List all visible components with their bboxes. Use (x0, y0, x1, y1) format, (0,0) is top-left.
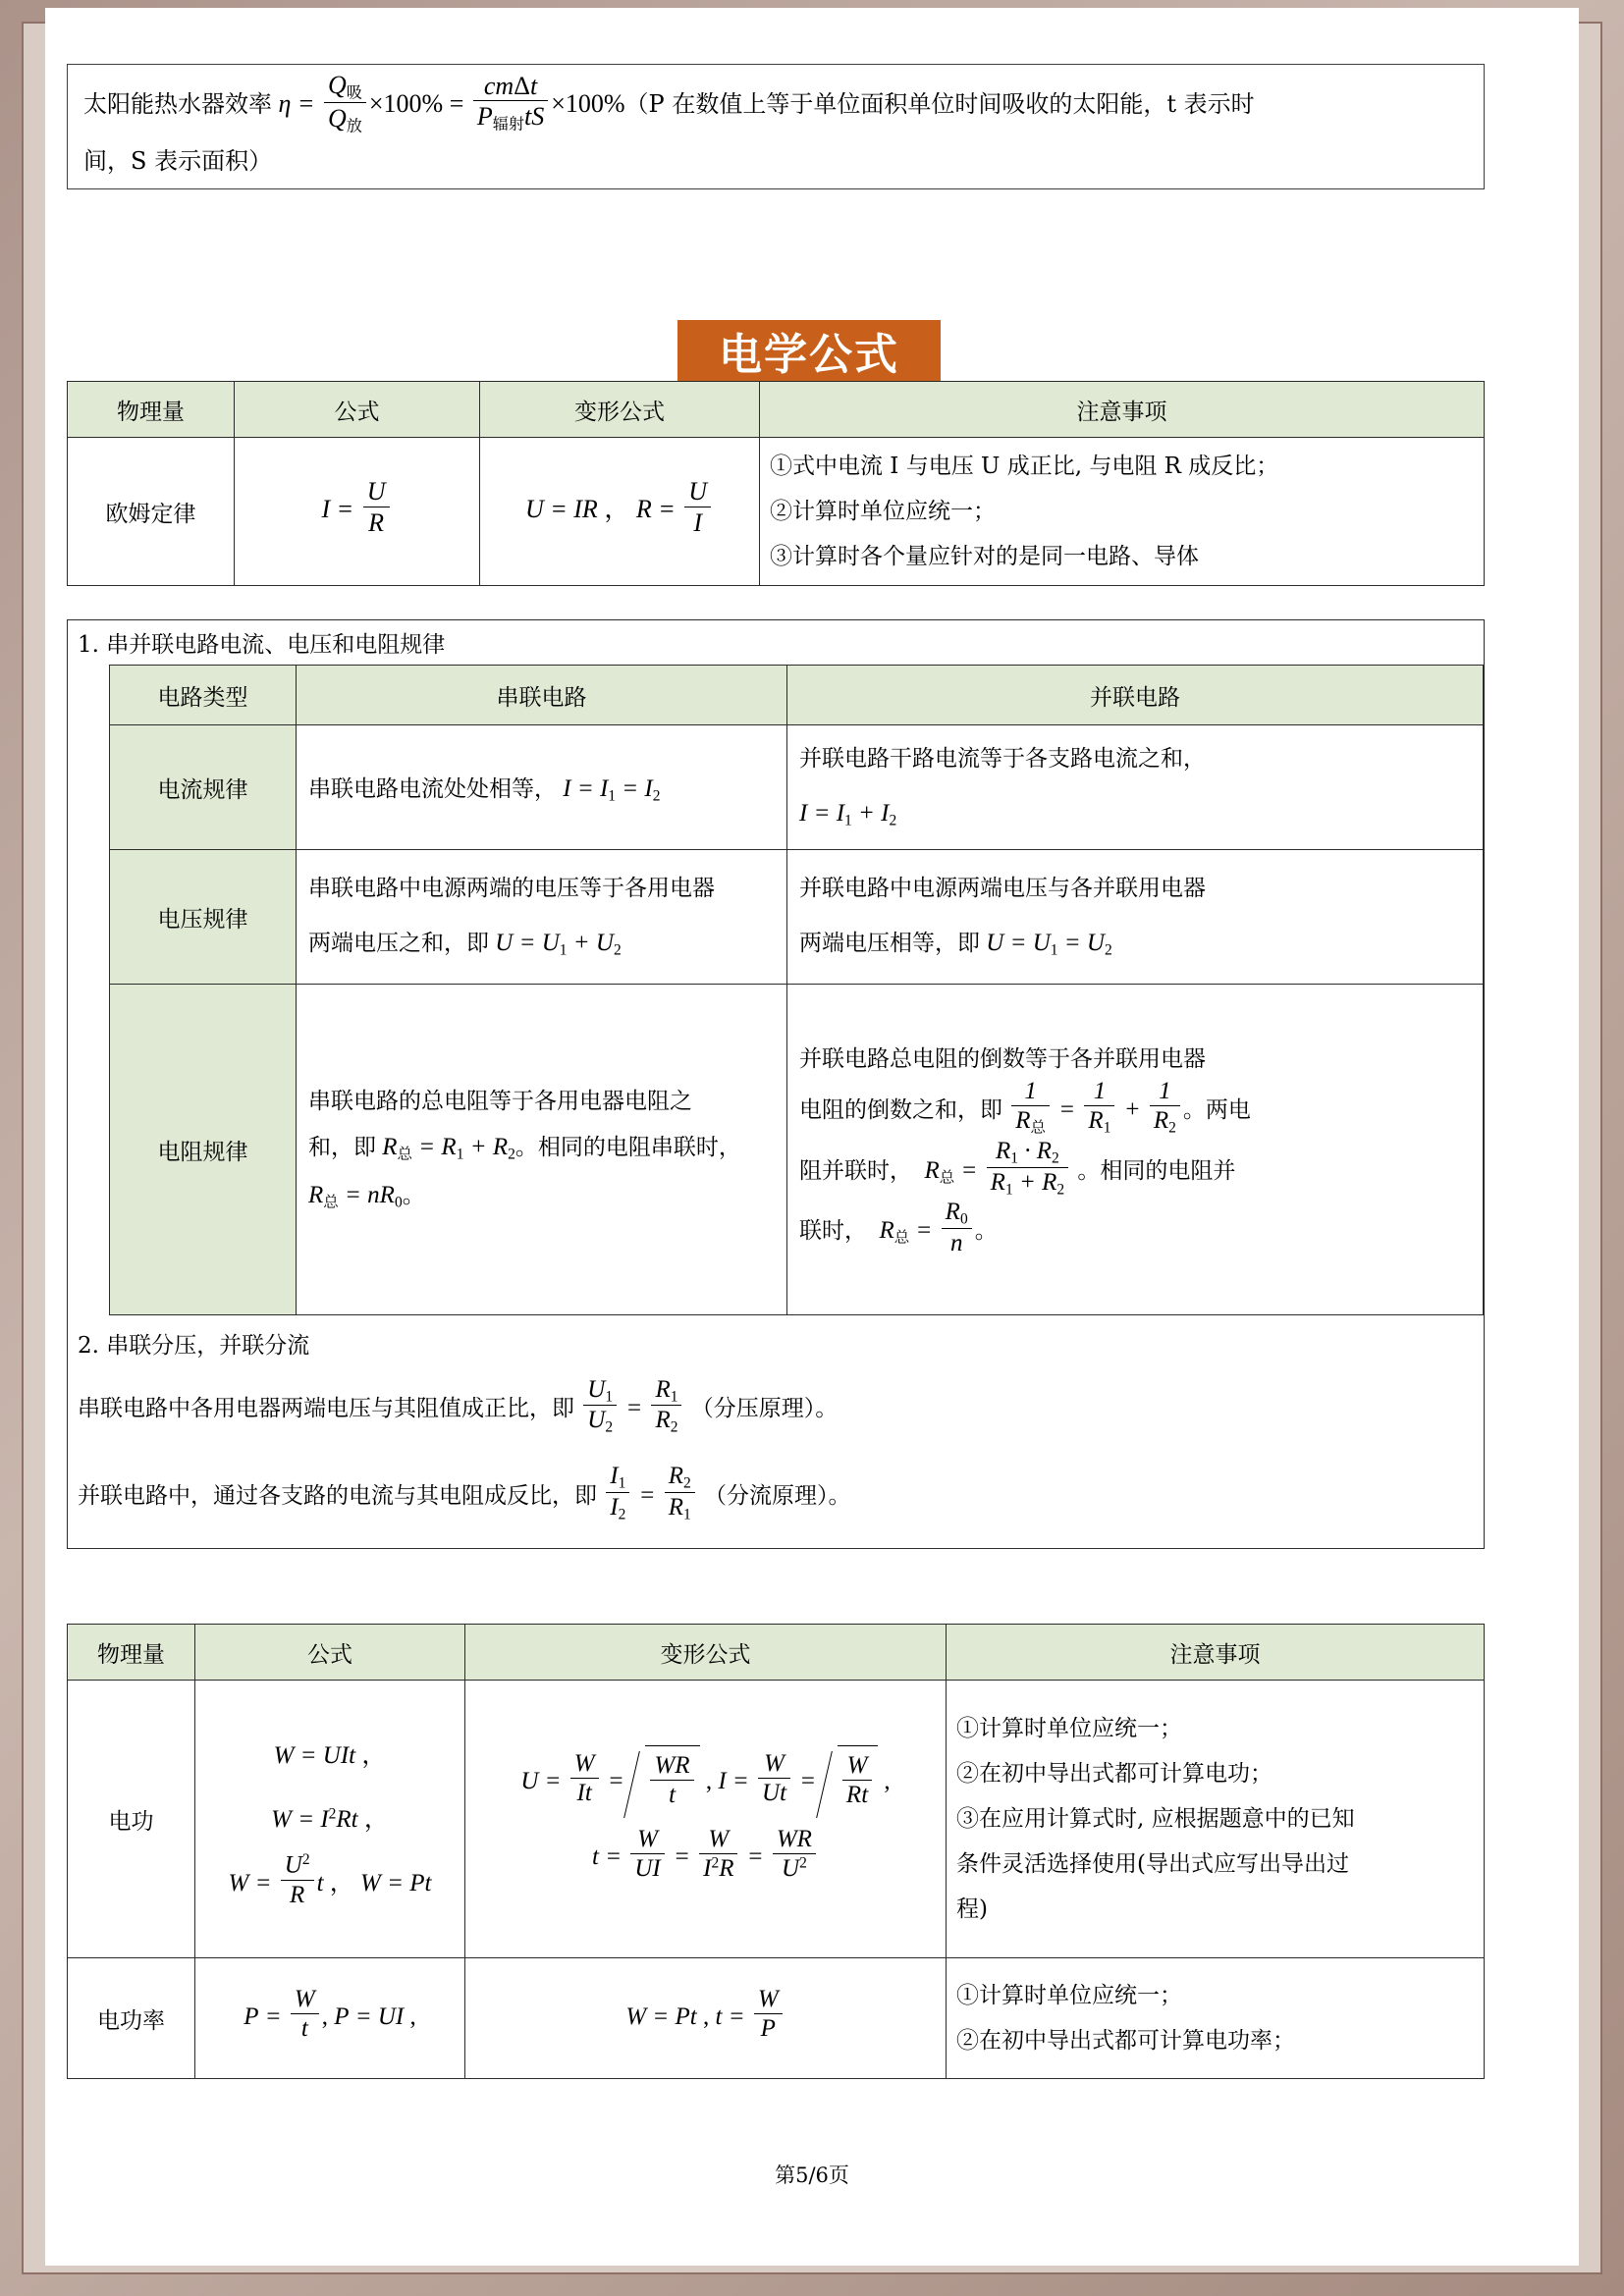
rule-text: 。相同的电阻串联时， (514, 1135, 741, 1161)
cell-parallel-resistance-rule: 并联电路总电阻的倒数等于各并联用电器 电阻的倒数之和，即 $\frac{1}{R_总}$ = $\frac{1}{R_1}$ + $\frac{1}{R_2}$ 。两电 阻并联时， $R_总$ = $\frac{R_1 \cdot R_2}{R_1 + R_2}$ 。相同的电阻并 联时， $R_总$ = $\frac{R_0}{n}$ 。 (787, 985, 1484, 1315)
cell-parallel-voltage-rule: 并联电路中电源两端电压与各并联用电器 两端电压相等，即 $U = U_1 = U_2$ (787, 850, 1484, 985)
col-header-variant: 变形公式 (465, 1625, 947, 1681)
solar-efficiency-formula-line: 太阳能热水器效率 η = $\frac{Q_吸}{Q_放}$ ×100% = $\frac{\text{cmΔt}}{P_{辐射}tS}$ ×100%（P 在数值上等于单位面积单位时间吸收的太阳能，t 表示时 (83, 71, 1255, 135)
rule-text: 并联电路干路电流等于各支路电流之和， (799, 746, 1206, 772)
rule-text: 两端电压相等，即 (799, 931, 980, 957)
note-item: ②计算时单位应统一； (770, 499, 996, 524)
rule-text: 。 (974, 1218, 998, 1245)
cell-parallel-current-rule: 并联电路干路电流等于各支路电流之和， $I = I_1 + I_2$ (787, 725, 1484, 850)
cell-formulas-electric-power: P = $\frac{W}{t}$ , P = UI , (195, 1958, 465, 2079)
series-parallel-rules-table (109, 665, 1484, 1315)
electric-work-power-table (67, 1624, 1485, 2079)
col-header-formula: 公式 (195, 1625, 465, 1681)
note-item: ①计算时单位应统一； (956, 1716, 1182, 1741)
row-label-voltage-rule: 电压规律 (110, 850, 297, 985)
col-header-quantity: 物理量 (68, 382, 235, 438)
table-header-row (68, 382, 1485, 438)
cell-series-resistance-rule: 串联电路的总电阻等于各用电器电阻之 和，即 $R_总 = R_1 + R_2$。相同的电阻串联时， $R_总 = nR_0$。 (297, 985, 787, 1315)
cell-variant-ohms-law: U = IR ， R = $\frac{U}{I}$ (480, 438, 760, 586)
section2-line2-row (68, 1449, 1485, 1548)
table-row-current-rule (110, 725, 1484, 850)
cell-quantity-electric-power: 电功率 (68, 1958, 195, 2079)
rule-text: 串联电路的总电阻等于各用电器电阻之 (308, 1089, 692, 1115)
cell-quantity-ohms-law: 欧姆定律 (68, 438, 235, 586)
rule-text: 。相同的电阻并 (1077, 1157, 1236, 1184)
note-item: ③在应用计算式时, 应根据题意中的已知 (956, 1806, 1355, 1832)
cell-variants-electric-work: U = $\frac{W}{It}$ = $\frac{WR}{t}$ , I = $\frac{W}{Ut}$ = $\frac{W}{Rt}$ , t = $\frac{W}{UI}$ = $\frac{W}{I^2R}$ = $\frac{WR}{U^2}$ (465, 1681, 947, 1958)
col-header-notes: 注意事项 (760, 382, 1485, 438)
section2-title-row (68, 1315, 1485, 1365)
principle-label: （分流原理）。 (703, 1483, 851, 1510)
cell-notes-ohms-law (760, 438, 1485, 586)
note-item: ①式中电流 I 与电压 U 成正比, 与电阻 R 成反比； (770, 454, 1279, 479)
col-header-parallel-circuit: 并联电路 (787, 666, 1484, 725)
rule-text: 。 (402, 1182, 425, 1208)
col-header-notes: 注意事项 (947, 1625, 1485, 1681)
table-row-resistance-rule (110, 985, 1484, 1315)
col-header-formula: 公式 (235, 382, 480, 438)
solar-efficiency-note-part2: 间，S 表示面积） (83, 147, 273, 176)
cell-notes-electric-work (947, 1681, 1485, 1958)
principle-label: （分压原理）。 (690, 1396, 839, 1422)
rule-text: 。两电 (1182, 1096, 1251, 1123)
voltage-division-line: 串联电路中各用电器两端电压与其阻值成正比，即 $\frac{U_1}{U_2}$ = $\frac{R_1}{R_2}$ （分压原理）。 (78, 1375, 839, 1436)
cell-formulas-electric-work: W = UIt ， $W = I^2Rt$ ， W = $\frac{U^2}{R}$ t ， W = Pt (195, 1681, 465, 1958)
series-parallel-section-table (67, 619, 1485, 1549)
solar-efficiency-label: 太阳能热水器效率 (83, 90, 272, 119)
rule-text: 和，即 (308, 1135, 376, 1161)
section-body-row (68, 665, 1485, 1315)
section2-line1-row (68, 1365, 1485, 1449)
cell-formula-ohms-law: I = $\frac{U}{R}$ (235, 438, 480, 586)
cell-quantity-electric-work: 电功 (68, 1681, 195, 1958)
ohms-law-table (67, 381, 1485, 586)
col-header-circuit-type: 电路类型 (110, 666, 297, 725)
note-item: ②在初中导出式都可计算电功； (956, 1761, 1272, 1787)
cell-series-voltage-rule: 串联电路中电源两端的电压等于各用电器 两端电压之和，即 $U = U_1 + U_2$ (297, 850, 787, 985)
solar-heater-efficiency-box (67, 64, 1485, 189)
col-header-quantity: 物理量 (68, 1625, 195, 1681)
principle-text: 并联电路中，通过各支路的电流与其电阻成反比，即 (78, 1483, 597, 1510)
solar-efficiency-note-part1: （P 在数值上等于单位面积单位时间吸收的太阳能，t 表示时 (624, 90, 1255, 119)
rule-text: 并联电路总电阻的倒数等于各并联用电器 (799, 1045, 1206, 1072)
fraction-q-absorbed-over-q-released: $\frac{Q_吸}{Q_放}$ (324, 71, 366, 134)
rule-text: 串联电路电流处处相等， (308, 775, 557, 802)
note-item: 程) (956, 1896, 988, 1922)
fraction-cmdt-over-ptS: $\frac{\text{cmΔt}}{P_{辐射}tS}$ (473, 72, 548, 133)
table-row-electric-power (68, 1958, 1485, 2079)
table-header-row (68, 1625, 1485, 1681)
cell-notes-electric-power (947, 1958, 1485, 2079)
table-row (68, 438, 1485, 586)
rule-text: 串联电路中电源两端的电压等于各用电器 (308, 876, 715, 902)
section-banner-electricity (677, 320, 941, 381)
row-label-current-rule: 电流规律 (110, 725, 297, 850)
section2-title: 2. 串联分压，并联分流 (78, 1333, 310, 1360)
note-item: ①计算时单位应统一； (956, 1983, 1182, 2008)
document-page (45, 8, 1579, 2266)
section-title-row (68, 620, 1485, 666)
current-division-line: 并联电路中，通过各支路的电流与其电阻成反比，即 $\frac{I_1}{I_2}$ = $\frac{R_2}{R_1}$ （分流原理）。 (78, 1463, 851, 1523)
page-footer: 第5/6页 (775, 2163, 849, 2187)
note-item: ②在初中导出式都可计算电功率； (956, 2028, 1295, 2054)
principle-text: 串联电路中各用电器两端电压与其阻值成正比，即 (78, 1396, 574, 1422)
times-100-percent-b: ×100% (551, 89, 625, 119)
table-row-electric-work (68, 1681, 1485, 1958)
document-sheet (45, 8, 1579, 2266)
rule-text: 电阻的倒数之和，即 (799, 1096, 1002, 1123)
table-header-row (110, 666, 1484, 725)
table-row-voltage-rule (110, 850, 1484, 985)
row-label-resistance-rule: 电阻规律 (110, 985, 297, 1315)
note-item: 条件灵活选择使用(导出式应写出导出过 (956, 1851, 1349, 1877)
rule-text: 联时， (799, 1218, 867, 1245)
col-header-variant: 变形公式 (480, 382, 760, 438)
section-banner-title: 电学公式 (719, 330, 899, 380)
rule-text: 两端电压之和，即 (308, 931, 489, 957)
col-header-series-circuit: 串联电路 (297, 666, 787, 725)
cell-variants-electric-power: W = Pt , t = $\frac{W}{P}$ (465, 1958, 947, 2079)
section1-title: 1. 串并联电路电流、电压和电阻规律 (78, 632, 446, 658)
rule-text: 阻并联时， (799, 1157, 912, 1184)
times-100-percent-a: ×100% (368, 89, 444, 119)
cell-series-current-rule: 串联电路电流处处相等， $I = I_1 = I_2$ (297, 725, 787, 850)
note-item: ③计算时各个量应针对的是同一电路、导体 (770, 544, 1199, 569)
rule-text: 并联电路中电源两端电压与各并联用电器 (799, 876, 1206, 902)
